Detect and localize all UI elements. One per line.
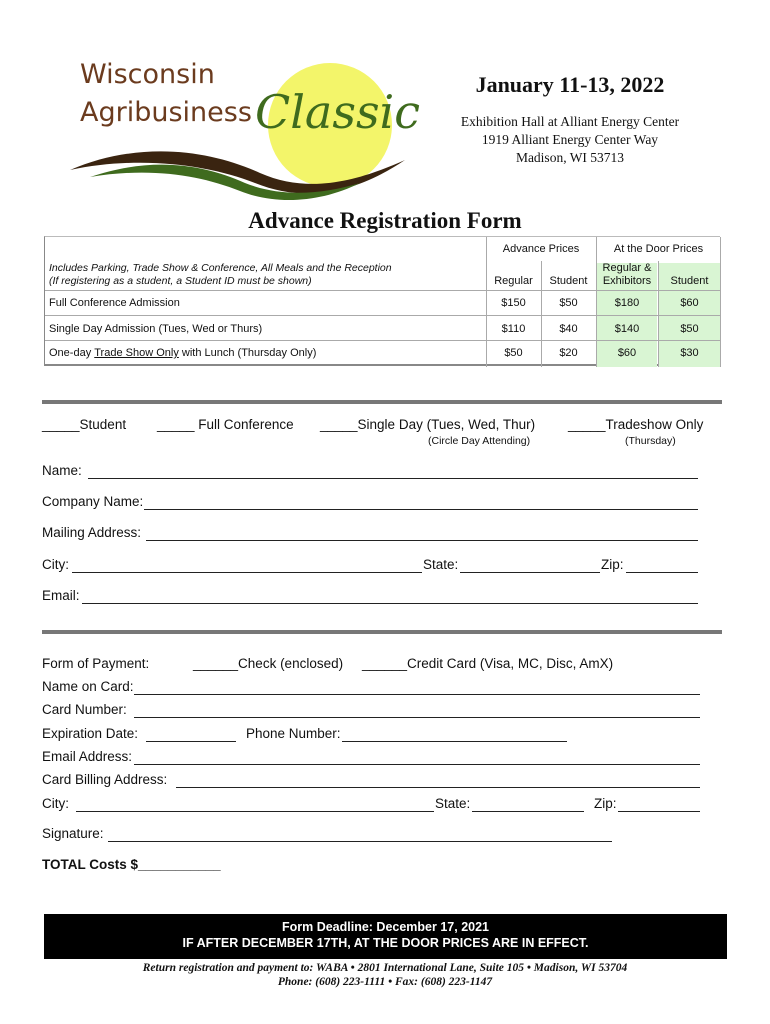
row-trade-door-regular: $60	[617, 347, 637, 359]
total-costs[interactable]: TOTAL Costs $___________	[42, 857, 221, 872]
row-tradeshow-label-underlined: Trade Show Only	[94, 347, 179, 359]
table-note-line2: (If registering as a student, a Student ID must be shown)	[49, 275, 312, 287]
deadline-box	[44, 914, 727, 959]
table-divider	[658, 261, 659, 367]
row-trade-door-student: $30	[680, 347, 699, 359]
event-street: 1919 Alliant Energy Center Way	[481, 132, 659, 147]
col-regular: Regular	[494, 275, 533, 287]
row-full-adv-student: $50	[559, 297, 578, 309]
card-state-label: State:	[435, 796, 471, 811]
row-trade-adv-regular: $50	[504, 347, 523, 359]
row-single-adv-regular: $110	[501, 322, 526, 335]
row-single-door-regular: $140	[614, 322, 640, 335]
city-field[interactable]	[72, 572, 422, 573]
card-city-label: City:	[42, 796, 69, 811]
payment-credit-option[interactable]: ______Credit Card (Visa, MC, Disc, AmX)	[362, 656, 614, 671]
event-city: Madison, WI 53713	[515, 150, 625, 165]
row-tradeshow-label-suffix: with Lunch (Thursday Only)	[178, 347, 317, 359]
payment-check-option[interactable]: ______Check (enclosed)	[193, 656, 344, 671]
card-city-field[interactable]	[76, 811, 434, 812]
name-on-card-label: Name on Card:	[42, 679, 134, 694]
price-table	[44, 236, 720, 366]
row-full-door-regular: $180	[614, 297, 640, 309]
form-of-payment-label: Form of Payment:	[42, 656, 150, 671]
section-rule	[42, 400, 722, 404]
expiration-label: Expiration Date:	[42, 726, 139, 741]
row-tradeshow-label-prefix: One-day	[49, 347, 95, 359]
option-tradeshow[interactable]: _____Tradeshow Only	[568, 417, 704, 432]
table-divider	[45, 290, 721, 291]
row-full-conference-label: Full Conference Admission	[49, 297, 180, 309]
mailing-label: Mailing Address:	[42, 525, 142, 540]
col-exhibitor-line2: Exhibitors	[602, 275, 652, 287]
row-single-adv-student: $40	[559, 322, 578, 335]
phone-label: Phone Number:	[246, 726, 341, 741]
table-divider	[720, 237, 721, 367]
signature-label: Signature:	[42, 826, 104, 841]
row-tradeshow-label	[49, 341, 479, 365]
table-divider	[596, 237, 597, 367]
table-divider	[45, 315, 721, 316]
col-door-student: Student	[670, 275, 709, 287]
event-date: January 11-13, 2022	[475, 72, 665, 97]
table-note-line1: Includes Parking, Trade Show & Conference, All Meals and the Reception	[49, 262, 392, 274]
option-single-day-note: (Circle Day Attending)	[428, 435, 531, 447]
company-field[interactable]	[144, 509, 698, 510]
mailing-field[interactable]	[146, 540, 698, 541]
event-logo	[60, 55, 421, 205]
footer-return-address: Return registration and payment to: WABA • 2801 International Lane, Suite 105 • Madison, WI 53704	[142, 962, 628, 974]
state-field[interactable]	[460, 572, 600, 573]
billing-address-field[interactable]	[176, 787, 700, 788]
company-label: Company Name:	[42, 494, 144, 509]
option-tradeshow-note: (Thursday)	[625, 435, 676, 447]
card-zip-label: Zip:	[594, 796, 617, 811]
header-door-prices: At the Door Prices	[613, 243, 704, 255]
table-divider	[45, 340, 721, 341]
signature-field[interactable]	[108, 841, 612, 842]
deadline-notice: IF AFTER DECEMBER 17TH, AT THE DOOR PRICES ARE IN EFFECT.	[182, 936, 589, 950]
city-label: City:	[42, 557, 69, 572]
billing-address-label: Card Billing Address:	[42, 772, 168, 787]
zip-field[interactable]	[626, 572, 698, 573]
state-label: State:	[423, 557, 459, 572]
header-advance-prices: Advance Prices	[502, 243, 580, 255]
section-rule	[42, 630, 722, 634]
name-label: Name:	[42, 463, 82, 478]
expiration-field[interactable]	[146, 741, 236, 742]
form-title: Advance Registration Form	[248, 208, 522, 233]
option-full-conference[interactable]: _____ Full Conference	[157, 417, 294, 432]
email-address-label: Email Address:	[42, 749, 133, 764]
option-student[interactable]: _____Student	[42, 417, 127, 432]
logo-word-agribusiness: Agribusiness	[80, 97, 252, 128]
logo-word-wisconsin: Wisconsin	[80, 59, 215, 90]
name-on-card-field[interactable]	[134, 694, 700, 695]
row-single-door-student: $50	[680, 322, 699, 335]
card-number-label: Card Number:	[42, 702, 127, 717]
email-address-field[interactable]	[134, 764, 700, 765]
card-zip-field[interactable]	[618, 811, 700, 812]
name-field[interactable]	[88, 478, 698, 479]
row-single-day-label: Single Day Admission (Tues, Wed or Thurs)	[49, 322, 263, 335]
table-divider	[541, 261, 542, 367]
card-number-field[interactable]	[134, 717, 700, 718]
zip-label: Zip:	[601, 557, 624, 572]
row-full-door-student: $60	[680, 297, 699, 309]
col-exhibitor-line1: Regular &	[602, 262, 652, 274]
phone-field[interactable]	[342, 741, 567, 742]
email-label: Email:	[42, 588, 80, 603]
table-divider	[486, 237, 487, 367]
event-venue: Exhibition Hall at Alliant Energy Center	[460, 114, 680, 129]
email-field[interactable]	[82, 603, 698, 604]
row-trade-adv-student: $20	[559, 347, 578, 359]
deadline-date: Form Deadline: December 17, 2021	[281, 920, 490, 934]
footer-contact: Phone: (608) 223-1111 • Fax: (608) 223-1147	[277, 976, 493, 988]
col-student: Student	[549, 275, 588, 287]
row-full-adv-regular: $150	[501, 297, 526, 309]
logo-word-classic: Classic	[255, 85, 421, 139]
card-state-field[interactable]	[472, 811, 584, 812]
option-single-day[interactable]: _____Single Day (Tues, Wed, Thur)	[320, 417, 536, 432]
